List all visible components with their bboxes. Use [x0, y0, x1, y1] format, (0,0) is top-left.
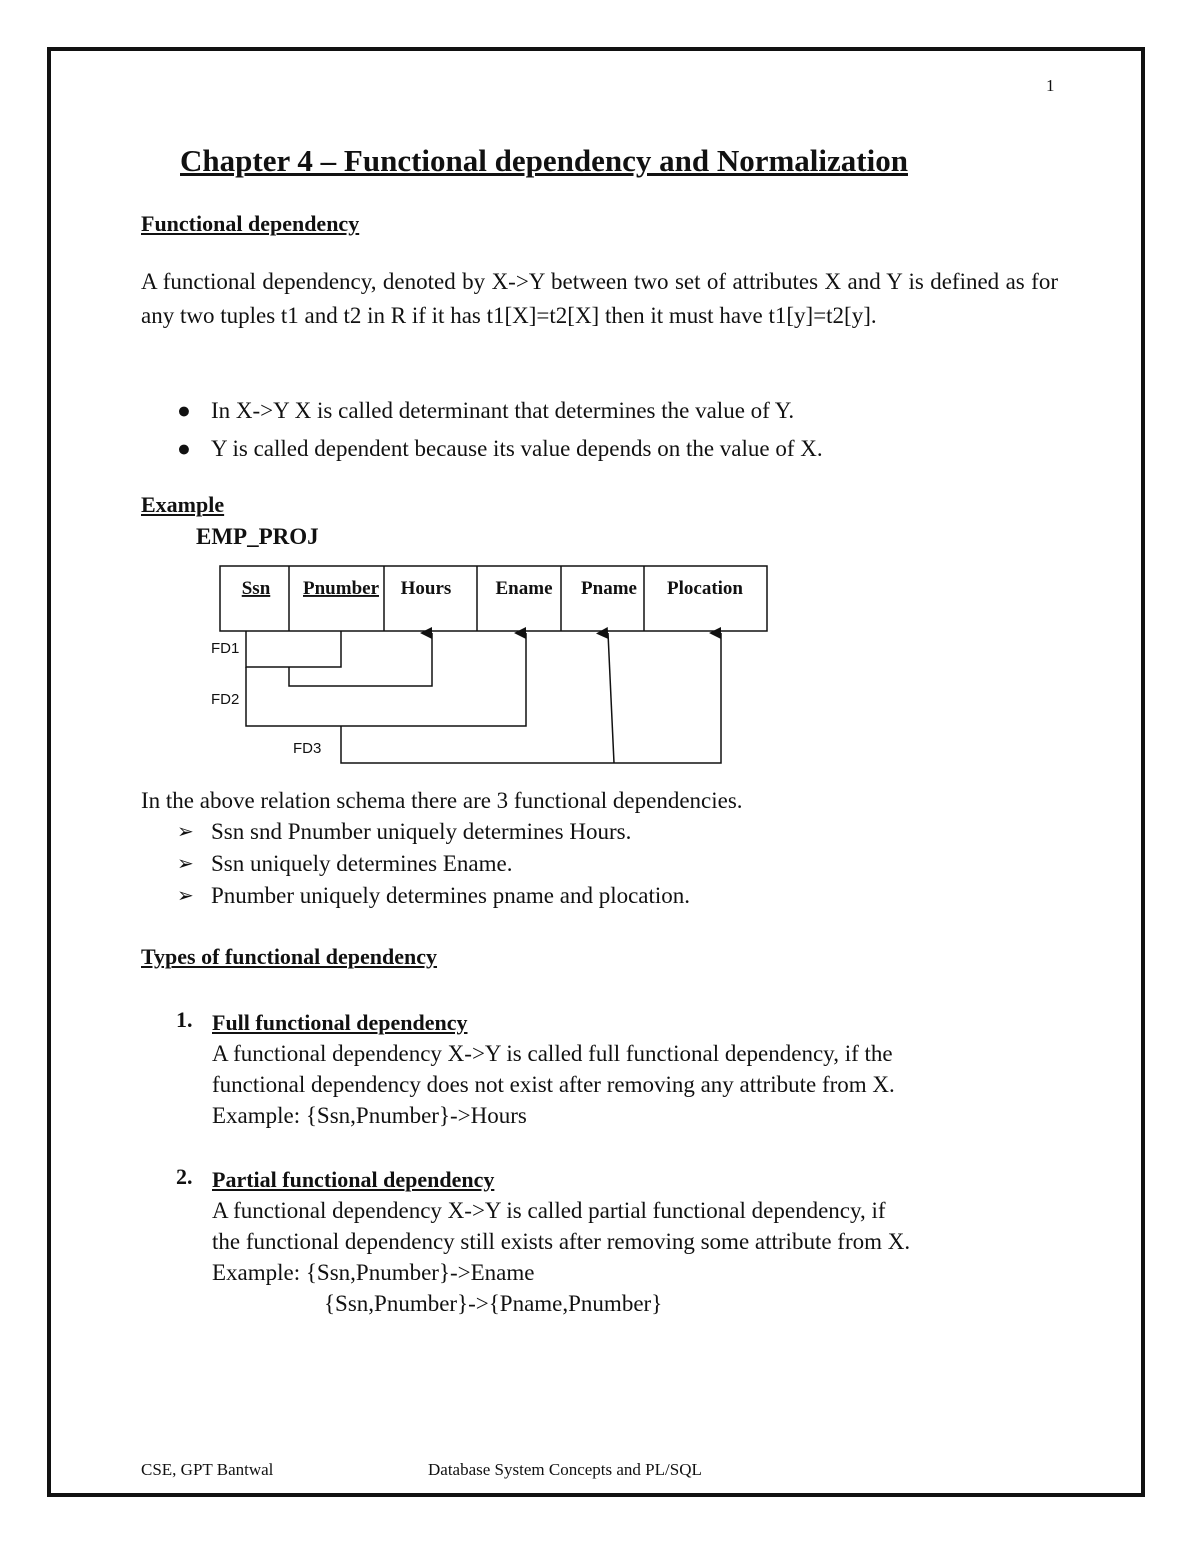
page-number: 1 — [1046, 76, 1055, 95]
fd1-arrow — [289, 633, 432, 686]
section-heading-functional-dependency: Functional dependency — [141, 211, 360, 236]
column-header-ename: Ename — [495, 578, 553, 599]
fd2-label: FD2 — [211, 691, 240, 708]
fd3-label: FD3 — [293, 740, 322, 757]
type-line: A functional dependency X->Y is called full functional dependency, if the — [212, 1041, 893, 1066]
type-example-continued: {Ssn,Pnumber}->{Pname,Pnumber} — [324, 1291, 663, 1316]
example-heading: Example — [141, 492, 225, 517]
chapter-title: Chapter 4 – Functional dependency and Normalization — [180, 143, 908, 178]
fd-definition-paragraph: A functional dependency, denoted by X->Y between two set of attributes X and Y is defined as for any two tuples t1 and t2 in R if it has t1[X]=t2[X] then it must have t1[y]=t2[y]. — [141, 269, 1058, 328]
column-header-pnumber: Pnumber — [303, 578, 379, 599]
column-header-plocation: Plocation — [667, 578, 743, 599]
item-number: 1. — [176, 1007, 193, 1032]
list-item: ➢ Ssn snd Pnumber uniquely determines Hours. — [141, 817, 1058, 849]
list-item: ● Y is called dependent because its value depends on the value of X. — [141, 434, 1058, 472]
type-line: functional dependency does not exist after removing any attribute from X. — [212, 1072, 895, 1097]
type-example: Example: {Ssn,Pnumber}->Hours — [212, 1103, 527, 1128]
column-header-hours: Hours — [400, 578, 452, 599]
bullet-icon: ● — [177, 436, 191, 461]
fd1-source-bracket — [246, 631, 341, 667]
types-heading: Types of functional dependency — [141, 944, 438, 969]
arrow-bullet-icon: ➢ — [177, 821, 194, 843]
list-item: ● In X->Y X is called determinant that determines the value of Y. — [141, 396, 1058, 434]
type-heading-partial: Partial functional dependency — [212, 1167, 495, 1192]
summary-intro: In the above relation schema there are 3 functional dependencies. — [141, 788, 743, 813]
type-line: the functional dependency still exists after removing some attribute from X. — [212, 1229, 911, 1254]
footer-left: CSE, GPT Bantwal — [141, 1460, 274, 1479]
summary-list — [141, 817, 1058, 913]
fd3-arrow-pname — [608, 633, 614, 763]
list-item: ➢ Ssn uniquely determines Ename. — [141, 849, 1058, 881]
column-header-pname: Pname — [581, 578, 637, 599]
footer-center: Database System Concepts and PL/SQL — [428, 1460, 702, 1479]
bullet-icon: ● — [177, 398, 191, 423]
list-item: ➢ Pnumber uniquely determines pname and plocation. — [141, 881, 1058, 913]
fd1-label: FD1 — [211, 640, 240, 657]
arrow-bullet-icon: ➢ — [177, 853, 194, 875]
arrow-bullet-icon: ➢ — [177, 885, 194, 907]
column-header-ssn: Ssn — [241, 578, 271, 599]
table-name: EMP_PROJ — [196, 524, 319, 549]
type-line: A functional dependency X->Y is called partial functional dependency, if — [212, 1198, 886, 1223]
type-heading-full: Full functional dependency — [212, 1010, 468, 1035]
type-example: Example: {Ssn,Pnumber}->Ename — [212, 1260, 535, 1285]
item-number: 2. — [176, 1164, 193, 1189]
fd2-arrow — [246, 633, 526, 726]
fd3-arrow-plocation — [341, 633, 721, 763]
